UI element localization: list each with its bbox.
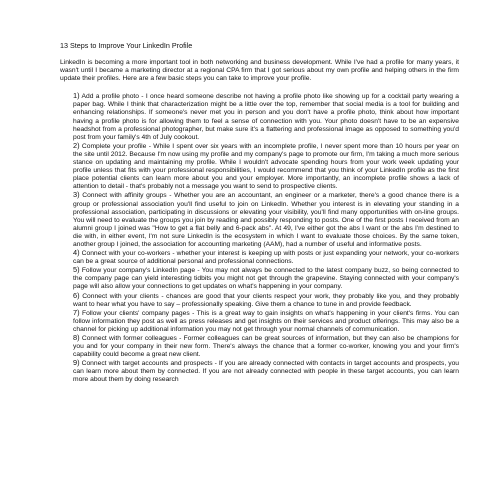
step-number: 3) bbox=[73, 190, 80, 200]
step-number: 9) bbox=[73, 358, 80, 368]
step-item bbox=[73, 92, 459, 142]
step-text: Complete your profile - While I spent over six years with an incomplete profile, I never spent more than 10 hours per year on the site until 2012. Because I'm now using my profile and my company's page to promote our firm, I'm taking a much more serious stance on updating and maintaining my profile. While I wouldn't advocate spending hours from your work week updating your profile unless that fits with your professional responsibilities, I would recommend that you think of your LinkedIn profile as the first place potential clients can learn more about you and your employer. More importantly, an incomplete profile shows a lack of attention to detail - that's probably not a message you want to send to prospective clients. bbox=[73, 142, 459, 191]
step-text: Connect with your clients - chances are good that your clients respect your work, they probably like you, and they probably want to hear what you have to say – professionally speaking. Give them a chance to tune in and provide feedback. bbox=[73, 292, 460, 308]
step-text: Add a profile photo - I once heard someone describe not having a profile photo like showing up for a cocktail party wearing a paper bag. While I think that characterization might be a little over the top, remember that social media is a tool for building and enhancing relationships. If someone's never met you in person and you don't have a profile photo, think about how important having a profile photo is for allowing them to feel a sense of connection with you. Your photo doesn't have to be an expensive headshot from a professional photographer, but make sure it's a flattering and professional image as opposed to something you'd post from your family's 4th of July cookout. bbox=[73, 93, 459, 141]
step-number: 2) bbox=[73, 140, 80, 150]
step-text: Connect with affinity groups - Whether you are an accountant, an engineer or a marketer, there's a good chance there is a group or professional association you'll find useful to join on LinkedIn. Whether you interest is in elevating your standing in a professional association, participating in discussions or elevating your visibility, you'll find many opportunities with on-line groups. You will need to evaluate the groups you join by reading and possibly responding to posts. One of the first posts I received from an alumni group I joined was "How to get a flat belly and 6-pack abs". At 49, I've either got the abs I want or the abs I'm destined to die with, in either event, I'm not sure LinkedIn is the ecosystem in which I want to evaluate those choices. By the same token, another group I joined, the association for accounting marketing (AAM), had a number of useful and informative posts. bbox=[73, 192, 460, 248]
step-item bbox=[73, 142, 459, 192]
step-number: 7) bbox=[73, 307, 80, 317]
step-item bbox=[73, 309, 459, 334]
steps-list bbox=[60, 92, 459, 384]
step-item bbox=[73, 334, 459, 359]
step-text: Connect with former colleagues - Former colleagues can be great sources of information, but they can also be champions for you and for your company in their new form. There's always the chance that a former co-worker, knowing you and your firm's capability could become a great new client. bbox=[73, 335, 459, 359]
step-text: Follow your company's LinkedIn page - You may not always be connected to the latest company buzz, so being connected to the company page can yield interesting tidbits you might not get through the grapevine. Staying connected with your company's page will also allow your connections to get updates on what's happening in your company. bbox=[73, 267, 459, 291]
step-item bbox=[73, 249, 459, 266]
step-item bbox=[73, 191, 459, 249]
step-number: 8) bbox=[73, 333, 80, 342]
step-number: 1) bbox=[73, 91, 80, 101]
step-number: 6) bbox=[73, 290, 80, 300]
step-number: 4) bbox=[73, 248, 80, 258]
step-text: Follow your clients' company pages - This is a great way to gain insights on what's happening in your client's firms. You can follow information they post as well as press releases and get insights on their services and product offerings. This may also be a channel for picking up additional information you may not get through your normal channels of communication. bbox=[73, 309, 459, 333]
step-item bbox=[73, 359, 459, 384]
step-item bbox=[73, 292, 459, 309]
step-number: 5) bbox=[73, 265, 80, 275]
document-title: 13 Steps to Improve Your LinkedIn Profile bbox=[60, 41, 193, 50]
step-item bbox=[73, 266, 459, 291]
intro-paragraph: LinkedIn is becoming a more important tool in both networking and business development. While I've had a profile for many years, it wasn't until I became a marketing director at a regional CPA firm that I got serious about my own profile and helping others in the firm update their profiles. Here are a few basic steps you can take to improve your profile. bbox=[60, 59, 459, 83]
step-text: Connect with target accounts and prospects - If you are already connected with contacts in target accounts and prospects, you can learn more about them by connected. If you are not already connected with people in these target accounts, you can learn more about them by doing research bbox=[73, 360, 460, 384]
step-text: Connect with your co-workers - whether your interest is keeping up with posts or just expanding your network, your co-workers can be a great source of additional personal and professional connections. bbox=[73, 250, 459, 266]
